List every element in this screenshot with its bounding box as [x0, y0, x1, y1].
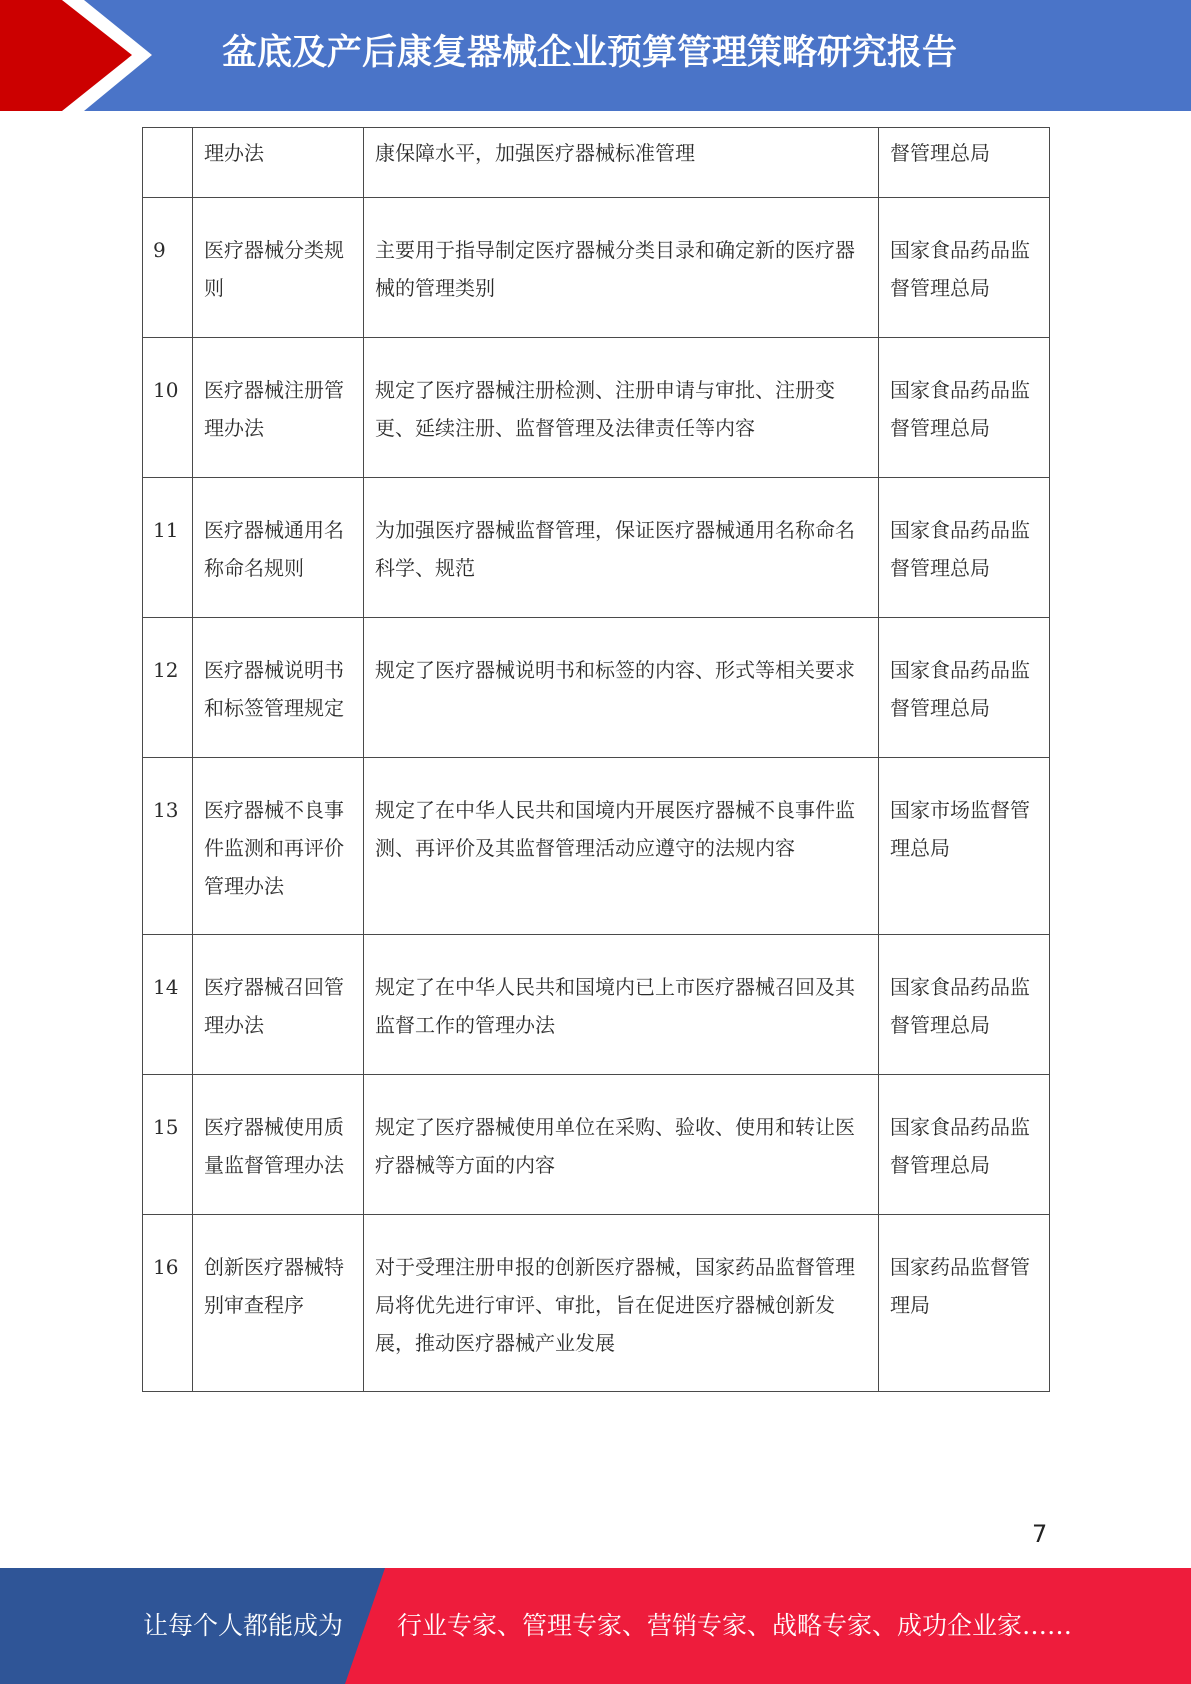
regulation-name-cell: 创新医疗器械特别审查程序: [193, 1215, 364, 1392]
row-number-cell: 13: [143, 758, 193, 935]
row-number-cell: 15: [143, 1075, 193, 1215]
regulations-table: [142, 127, 1050, 1392]
issuing-authority-cell: 国家市场监督管理总局: [879, 758, 1050, 935]
table-row: [143, 935, 1050, 1075]
row-number-cell: [143, 128, 193, 198]
table-row: [143, 618, 1050, 758]
page-title: 盆底及产后康复器械企业预算管理策略研究报告: [222, 33, 958, 73]
regulation-description-cell: 规定了在中华人民共和国境内开展医疗器械不良事件监测、再评价及其监督管理活动应遵守的法规内容: [364, 758, 879, 935]
regulation-description-cell: 对于受理注册申报的创新医疗器械，国家药品监督管理局将优先进行审评、审批，旨在促进医疗器械创新发展，推动医疗器械产业发展: [364, 1215, 879, 1392]
row-number-cell: 10: [143, 338, 193, 478]
row-number-cell: 14: [143, 935, 193, 1075]
page-number: 7: [1032, 1520, 1048, 1548]
table-row: [143, 758, 1050, 935]
row-number-cell: 16: [143, 1215, 193, 1392]
page-footer: [0, 1568, 1191, 1684]
issuing-authority-cell: 督管理总局: [879, 128, 1050, 198]
issuing-authority-cell: 国家药品监督管理局: [879, 1215, 1050, 1392]
table-row: [143, 1215, 1050, 1392]
regulation-name-cell: 医疗器械注册管理办法: [193, 338, 364, 478]
regulation-description-cell: 主要用于指导制定医疗器械分类目录和确定新的医疗器械的管理类别: [364, 198, 879, 338]
footer-slogan-left: 让每个人都能成为: [143, 1611, 344, 1640]
footer-slogan-right: 行业专家、管理专家、营销专家、战略专家、成功企业家……: [397, 1611, 1073, 1640]
regulation-name-cell: 医疗器械召回管理办法: [193, 935, 364, 1075]
issuing-authority-cell: 国家食品药品监督管理总局: [879, 198, 1050, 338]
regulation-description-cell: 规定了医疗器械注册检测、注册申请与审批、注册变更、延续注册、监督管理及法律责任等内容: [364, 338, 879, 478]
table-row: [143, 1075, 1050, 1215]
regulation-name-cell: 医疗器械通用名称命名规则: [193, 478, 364, 618]
regulation-name-cell: 医疗器械分类规则: [193, 198, 364, 338]
row-number-cell: 9: [143, 198, 193, 338]
page-header: [0, 0, 1191, 111]
regulation-name-cell: 理办法: [193, 128, 364, 198]
regulation-name-cell: 医疗器械说明书和标签管理规定: [193, 618, 364, 758]
regulation-description-cell: 规定了医疗器械使用单位在采购、验收、使用和转让医疗器械等方面的内容: [364, 1075, 879, 1215]
table-row: [143, 478, 1050, 618]
regulation-name-cell: 医疗器械使用质量监督管理办法: [193, 1075, 364, 1215]
issuing-authority-cell: 国家食品药品监督管理总局: [879, 1075, 1050, 1215]
issuing-authority-cell: 国家食品药品监督管理总局: [879, 618, 1050, 758]
issuing-authority-cell: 国家食品药品监督管理总局: [879, 478, 1050, 618]
regulation-description-cell: 规定了医疗器械说明书和标签的内容、形式等相关要求: [364, 618, 879, 758]
regulation-name-cell: 医疗器械不良事件监测和再评价管理办法: [193, 758, 364, 935]
regulation-description-cell: 为加强医疗器械监督管理，保证医疗器械通用名称命名科学、规范: [364, 478, 879, 618]
issuing-authority-cell: 国家食品药品监督管理总局: [879, 935, 1050, 1075]
row-number-cell: 11: [143, 478, 193, 618]
issuing-authority-cell: 国家食品药品监督管理总局: [879, 338, 1050, 478]
table-row: [143, 338, 1050, 478]
regulation-description-cell: 康保障水平，加强医疗器械标准管理: [364, 128, 879, 198]
table-row: [143, 128, 1050, 198]
regulation-description-cell: 规定了在中华人民共和国境内已上市医疗器械召回及其监督工作的管理办法: [364, 935, 879, 1075]
row-number-cell: 12: [143, 618, 193, 758]
table-row: [143, 198, 1050, 338]
